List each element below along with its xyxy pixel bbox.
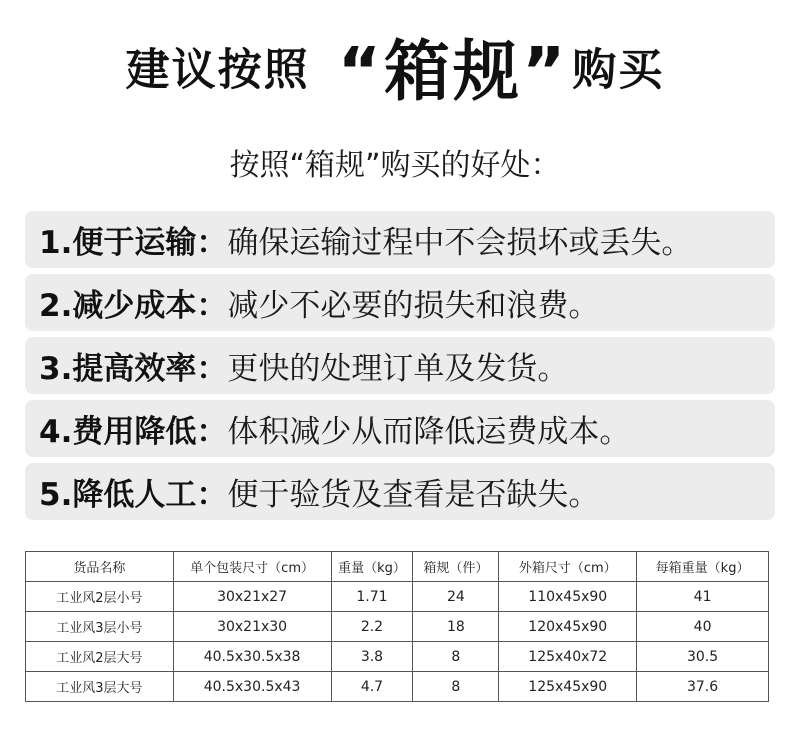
table-cell: 3.8	[331, 642, 413, 672]
table-cell: 125x40x72	[499, 642, 637, 672]
hero-title-suffix: 购买	[572, 44, 665, 96]
table-cell: 120x45x90	[499, 612, 637, 642]
benefit-item	[25, 463, 775, 520]
table-cell: 110x45x90	[499, 582, 637, 612]
benefit-description: 减少不必要的损失和浪费。	[227, 288, 600, 324]
benefit-heading: 2.减少成本：	[39, 288, 228, 324]
benefit-list	[25, 211, 775, 526]
table-cell: 24	[413, 582, 499, 612]
column-header-unit-size: 单个包装尺寸（cm）	[173, 552, 331, 582]
table-cell: 1.71	[331, 582, 413, 612]
table-cell: 8	[413, 642, 499, 672]
subtitle: 按照“箱规”购买的好处：	[229, 148, 561, 183]
table-cell: 4.7	[331, 672, 413, 702]
table-cell: 工业风2层小号	[26, 582, 174, 612]
table-cell: 2.2	[331, 612, 413, 642]
benefit-description: 更快的处理订单及发货。	[227, 351, 569, 387]
benefit-description: 体积减少从而降低运费成本。	[227, 414, 631, 450]
table-cell: 8	[413, 672, 499, 702]
table-cell: 30.5	[637, 642, 769, 672]
column-header-weight: 重量（kg）	[331, 552, 413, 582]
table-cell: 工业风3层大号	[26, 672, 174, 702]
table-cell: 40	[637, 612, 769, 642]
table-cell: 40.5x30.5x43	[173, 672, 331, 702]
table-cell: 125x45x90	[499, 672, 637, 702]
table-cell: 41	[637, 582, 769, 612]
column-header-carton-weight: 每箱重量（kg）	[637, 552, 769, 582]
benefit-description: 便于验货及查看是否缺失。	[227, 477, 600, 513]
table-cell: 18	[413, 612, 499, 642]
table-row	[26, 642, 769, 672]
benefit-heading: 3.提高效率：	[39, 351, 228, 387]
hero-title-accent: “箱规”	[337, 33, 569, 110]
table-cell: 工业风2层大号	[26, 642, 174, 672]
benefit-item	[25, 274, 775, 331]
table-cell: 30x21x27	[173, 582, 331, 612]
benefit-item	[25, 337, 775, 394]
hero-title-prefix: 建议按照	[125, 44, 310, 96]
benefit-heading: 1.便于运输：	[39, 225, 228, 261]
table-cell: 40.5x30.5x38	[173, 642, 331, 672]
table-cell: 工业风3层小号	[26, 612, 174, 642]
column-header-carton-size: 外箱尺寸（cm）	[499, 552, 637, 582]
packing-spec-table	[25, 551, 769, 702]
table-cell: 30x21x30	[173, 612, 331, 642]
benefit-item	[25, 211, 775, 268]
benefit-heading: 4.费用降低：	[39, 414, 228, 450]
benefit-description: 确保运输过程中不会损坏或丢失。	[227, 225, 693, 261]
column-header-carton-quantity: 箱规（件）	[413, 552, 499, 582]
hero-title	[0, 18, 790, 113]
table-row	[26, 582, 769, 612]
table-row	[26, 672, 769, 702]
table-cell: 37.6	[637, 672, 769, 702]
benefit-heading: 5.降低人工：	[39, 477, 228, 513]
benefit-item	[25, 400, 775, 457]
table-row	[26, 612, 769, 642]
table-header-row	[26, 552, 769, 582]
column-header-product-name: 货品名称	[26, 552, 174, 582]
